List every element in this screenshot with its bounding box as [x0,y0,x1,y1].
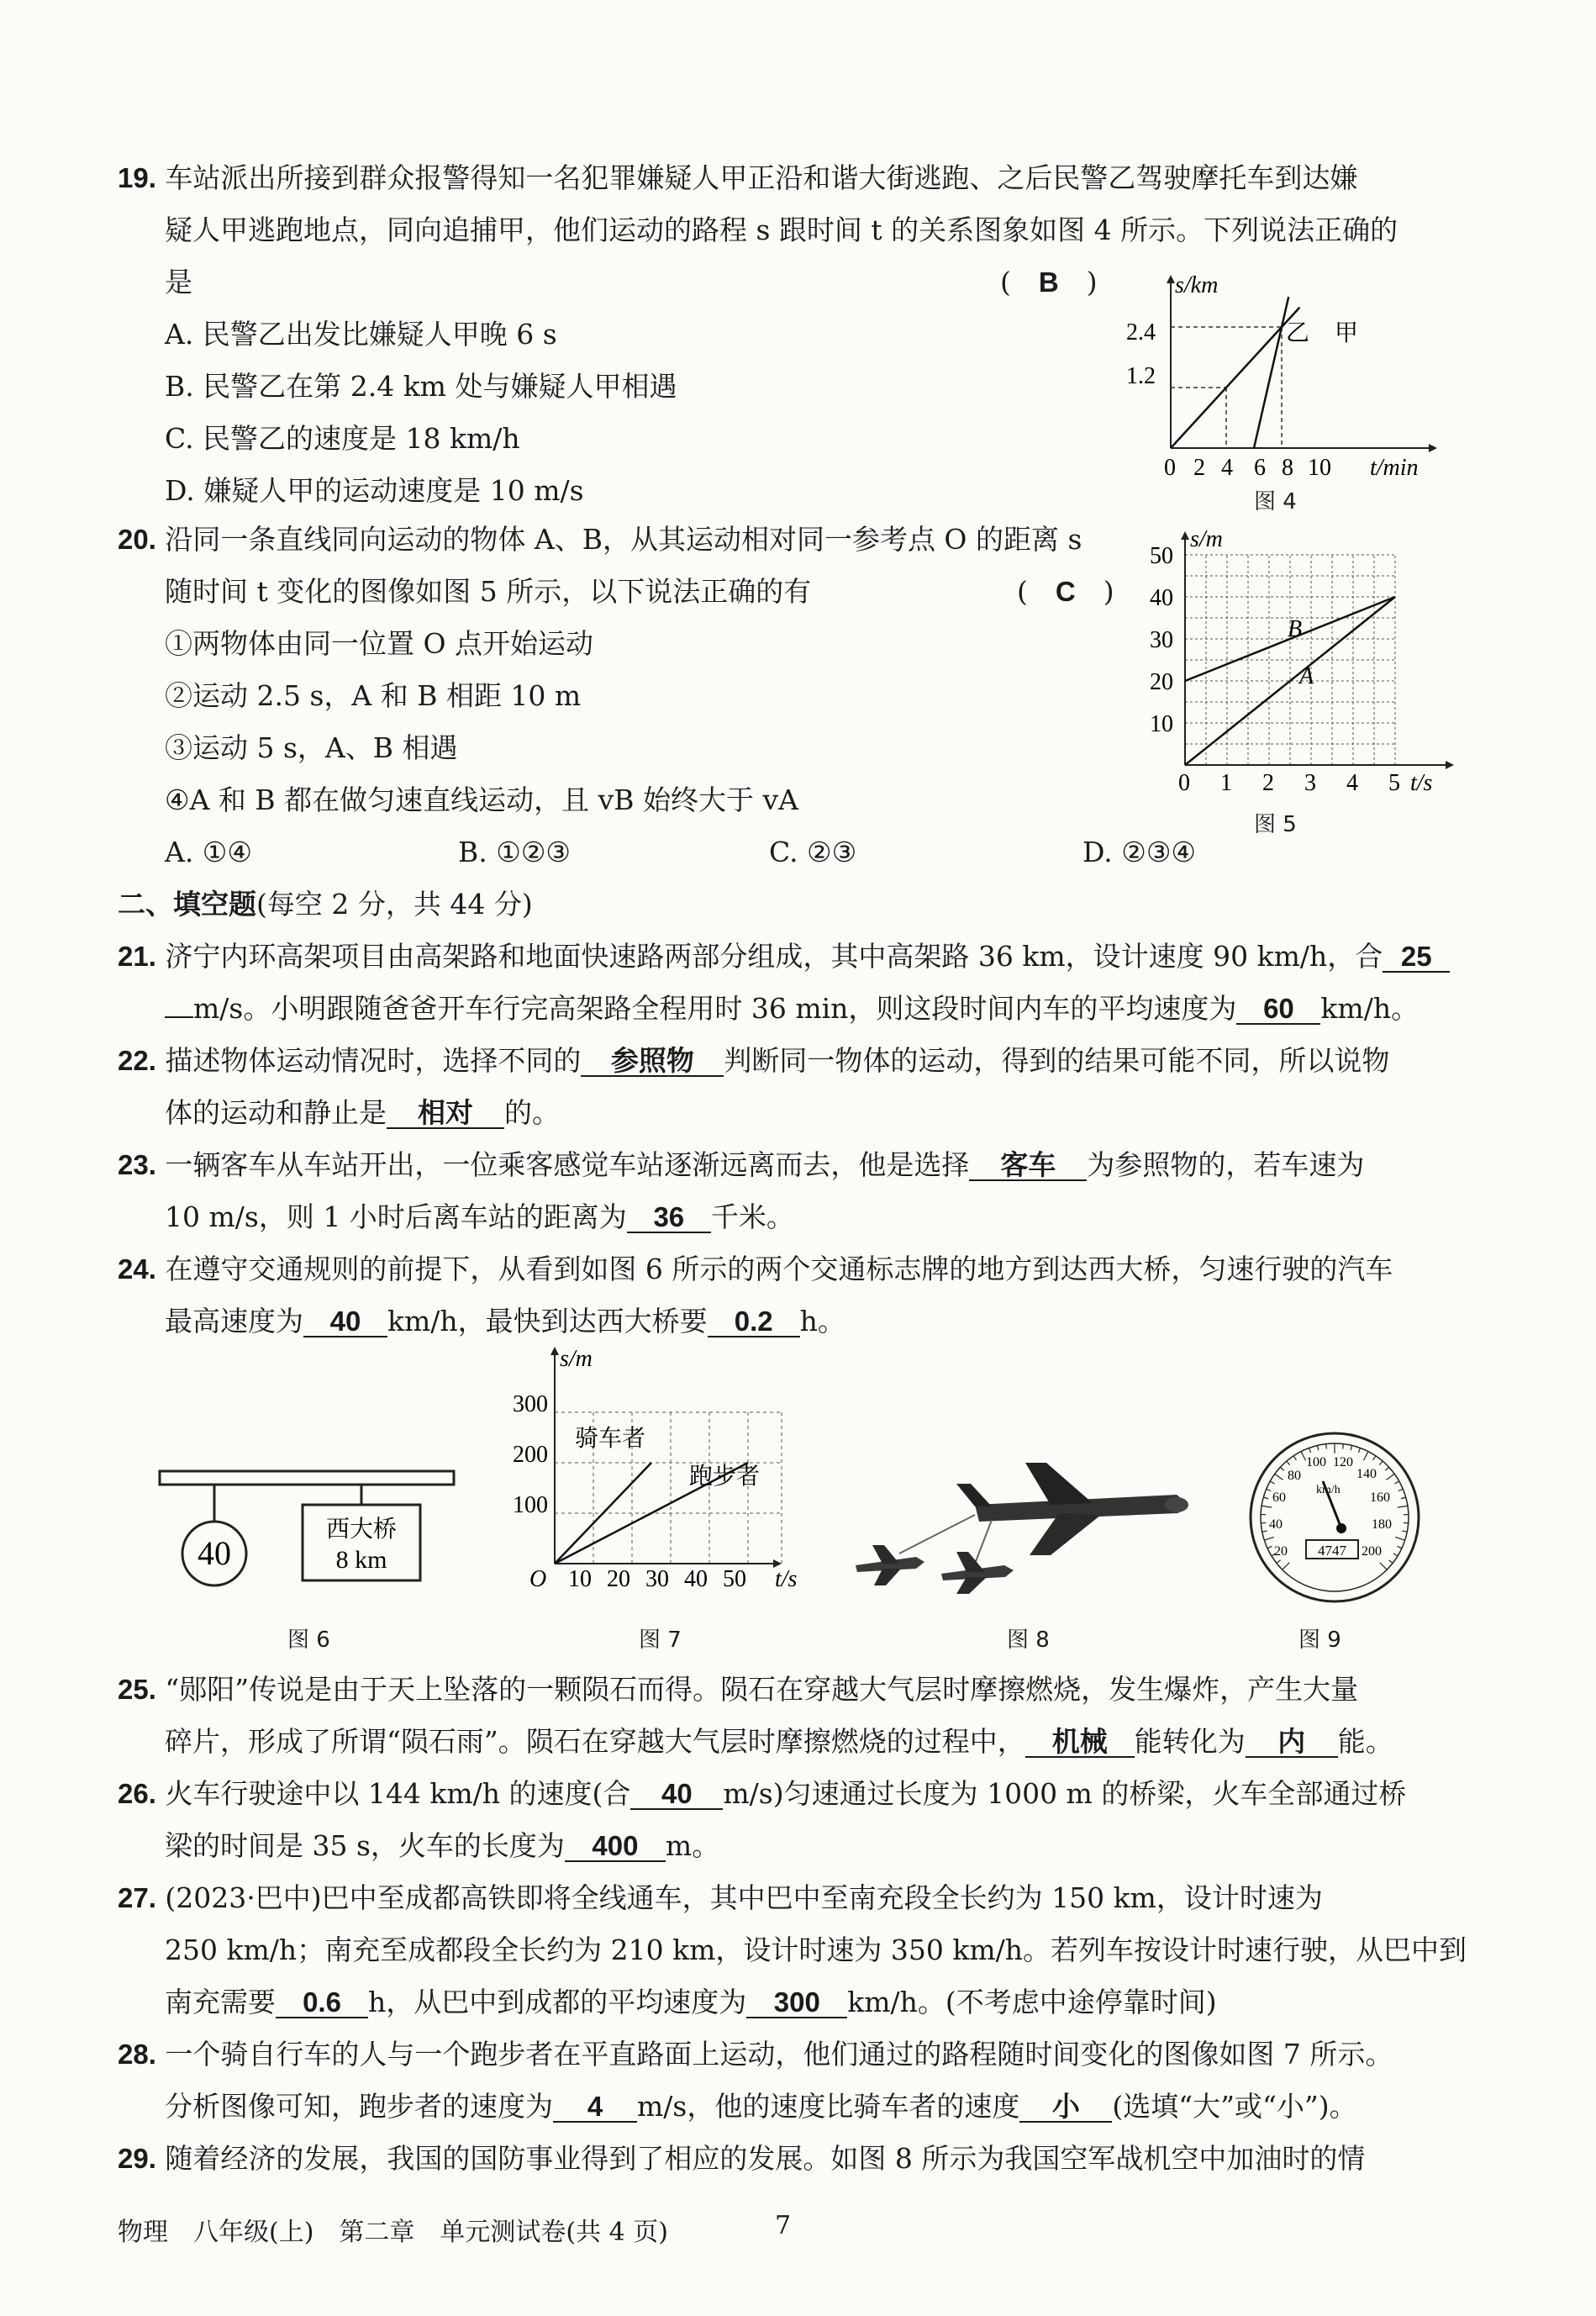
fig7-xtick-20: 20 [607,1566,630,1592]
fig4-xtick-6: 6 [1254,455,1266,481]
fig5-label-b: B [1288,616,1303,642]
figure-6-signs [151,1454,471,1606]
fig6-sign-bar [160,1471,454,1485]
q19-option-d: D. 嫌疑人甲的运动速度是 10 m/s [165,474,584,507]
q21-line1: 21. 济宁内环高架项目由高架路和地面快速路两部分组成，其中高架路 36 km，设计速度 90 km/h，合 25 [118,940,1450,973]
fig9-tick [1326,1444,1327,1449]
q20-line1: 20. 沿同一条直线同向运动的物体 A、B，从其运动相对同一参考点 O 的距离 s [118,523,1082,556]
fig7-ytick-200: 200 [513,1442,548,1468]
fig9-tick-180: 180 [1372,1517,1392,1532]
q21-blank-2: 60 [1236,994,1320,1025]
fig6-sign-line2: 8 km [335,1546,387,1574]
q24-blank-2: 0.2 [708,1307,800,1337]
fig8-refuel-hose-left [899,1515,975,1554]
fig4-xtick-4: 4 [1221,455,1233,481]
q20-item-2: ②运动 2.5 s，A 和 B 相距 10 m [165,679,582,712]
fig5-ytick-40: 40 [1150,585,1173,611]
fig9-tick-80: 80 [1288,1469,1301,1483]
q23-line1: 23. 一辆客车从车站开出，一位乘客感觉车站逐渐远离而去，他是选择 客车 为参照物的，若车速为 [118,1148,1365,1181]
fig7-xtick-50: 50 [723,1566,746,1592]
figure-9-speedometer [1235,1429,1437,1606]
fig5-ytick-10: 10 [1150,711,1173,737]
tanker-plane-icon [956,1463,1188,1555]
fig5-caption: 图 5 [1254,812,1297,837]
fig9-odometer: 4747 [1318,1543,1346,1559]
fig4-x-arrow [1429,444,1437,452]
q20-line2: 随时间 t 变化的图像如图 5 所示，以下说法正确的有 [165,575,812,608]
fig9-tick [1343,1444,1344,1449]
q28-line2: 分析图像可知，跑步者的速度为 4 m/s，他的速度比骑车者的速度 小 (选填“大”或“小”)。 [165,2090,1357,2123]
figure-4-chart [1118,265,1454,517]
q20-choice-a: A. ①④ [165,836,252,868]
q24-blank-1: 40 [303,1307,387,1337]
q22-line2: 体的运动和静止是 相对 的。 [165,1096,560,1129]
q27-line1: 27. (2023·巴中)巴中至成都高铁即将全线通车，其中巴中至南充段全长约为 150 km，设计时速为 [118,1881,1323,1914]
fig5-xtick-4: 4 [1346,770,1358,796]
fig7-ytick-300: 300 [513,1391,548,1417]
fig9-needle-hub [1336,1523,1346,1533]
fig9-unit: km/h [1316,1484,1341,1496]
fig8-refuel-hose-right [975,1520,992,1564]
fig5-ytick-50: 50 [1150,543,1173,569]
q20-item-4: ④A 和 B 都在做匀速直线运动，且 vB 始终大于 vA [165,783,798,816]
fig4-label-jia: 甲 [1335,320,1359,346]
q23-blank-1: 客车 [969,1151,1087,1181]
q29-line1: 29. 随着经济的发展，我国的国防事业得到了相应的发展。如图 8 所示为我国空军战机空中加油时的情 [118,2142,1366,2175]
fig5-ytick-30: 30 [1150,627,1173,653]
q25-line2: 碎片，形成了所谓“陨石雨”。陨石在穿越大气层时摩擦燃烧的过程中， 机械 能转化为 内 能。 [165,1725,1393,1758]
fig5-xlabel: t/s [1410,770,1433,796]
section-2-heading: 二、填空题(每空 2 分，共 44 分) [118,888,533,921]
q28-blank-1: 4 [553,2092,637,2123]
fighter-jet-left-icon [856,1545,924,1585]
fig9-tick-120: 120 [1333,1455,1353,1469]
fig7-xtick-30: 30 [645,1566,669,1592]
fig9-tick-20: 20 [1274,1544,1288,1559]
q26-blank-2: 400 [565,1832,666,1862]
q21-blank-1: 25 [1383,942,1450,973]
q25-blank-2: 内 [1246,1728,1338,1758]
q27-blank-2: 300 [746,1988,847,2018]
footer-info: 物理 八年级(上) 第二章 单元测试卷(共 4 页) [118,2218,668,2247]
q20-choice-c: C. ②③ [769,836,857,868]
q20-answer: ( C ) [1017,575,1114,608]
fig9-tick-200: 200 [1362,1544,1382,1559]
fig7-xlabel: t/s [775,1566,798,1592]
fig6-caption: 图 6 [287,1628,330,1653]
q23-line2: 10 m/s，则 1 小时后离车站的距离为 36 千米。 [165,1200,794,1233]
fig4-y-arrow [1167,275,1175,283]
q22-blank-1: 参照物 [581,1047,724,1077]
q19-option-a: A. 民警乙出发比嫌疑人甲晚 6 s [165,318,557,351]
fig9-tick-100: 100 [1306,1455,1326,1469]
fig7-ylabel: s/m [560,1346,593,1372]
fig9-caption: 图 9 [1298,1628,1341,1653]
fig7-ytick-100: 100 [513,1492,548,1518]
q19-answer: ( B ) [1000,266,1098,298]
fig4-caption: 图 4 [1254,489,1297,514]
fig4-line-yi [1254,297,1288,448]
fig8-caption: 图 8 [1007,1628,1050,1653]
q20-item-3: ③运动 5 s，A、B 相遇 [165,731,458,764]
fig5-xtick-5: 5 [1388,770,1400,796]
fig4-ylabel: s/km [1175,272,1219,298]
page-number: 7 [775,2211,792,2240]
fig4-xtick-0: 0 [1164,455,1176,481]
fig7-label-runner: 跑步者 [689,1464,761,1490]
q19-line2: 疑人甲逃跑地点，同向追捕甲，他们运动的路程 s 跟时间 t 的关系图象如图 4 所示。下列说法正确的 [165,214,1398,246]
q24-line1: 24. 在遵守交通规则的前提下，从看到如图 6 所示的两个交通标志牌的地方到达西大桥，匀速行驶的汽车 [118,1253,1393,1285]
q23-blank-2: 36 [627,1203,711,1233]
q22-line1: 22. 描述物体运动情况时，选择不同的 参照物 判断同一物体的运动，得到的结果可能不同，所以说物 [118,1044,1390,1077]
q27-line2: 250 km/h；南充至成都段全长约为 210 km，设计时速为 350 km/h。若列车按设计时速行驶，从巴中到 [165,1934,1467,1966]
fig7-xtick-40: 40 [684,1566,708,1592]
q20-choice-d: D. ②③④ [1082,836,1197,868]
q28-blank-2: 小 [1019,2092,1112,2123]
q19-option-b: B. 民警乙在第 2.4 km 处与嫌疑人甲相遇 [165,370,677,403]
fig9-tick-40: 40 [1269,1517,1283,1532]
fig5-xtick-3: 3 [1304,770,1316,796]
fig7-caption: 图 7 [639,1628,682,1653]
q26-line2: 梁的时间是 35 s，火车的长度为 400 m。 [165,1829,720,1862]
q19-line1: 19. 车站派出所接到群众报警得知一名犯罪嫌疑人甲正沿和谐大街逃跑、之后民警乙驾驶摩托车到达嫌 [118,161,1358,194]
fig5-xtick-2: 2 [1262,770,1274,796]
fig4-plot [1171,297,1299,448]
q25-line1: 25. “郧阳”传说是由于天上坠落的一颗陨石而得。陨石在穿越大气层时摩擦燃烧，发生爆炸，产生大量 [118,1673,1359,1706]
fig5-xtick-1: 1 [1220,770,1232,796]
fig7-label-cyclist: 骑车者 [575,1426,646,1452]
q27-blank-1: 0.6 [276,1988,368,2018]
fig5-x-arrow [1446,761,1454,769]
q22-blank-2: 相对 [387,1099,504,1129]
q24-line2: 最高速度为 40 km/h，最快到达西大桥要 0.2 h。 [165,1305,845,1337]
q26-line1: 26. 火车行驶途中以 144 km/h 的速度(合 40 m/s)匀速通过长度为 1000 m 的桥梁，火车全部通过桥 [118,1777,1407,1810]
fig6-sign-line1: 西大桥 [325,1517,398,1543]
fig4-ytick-2.4: 2.4 [1126,319,1156,346]
q21-line2: m/s。小明跟随爸爸开车行完高架路全程用时 36 min，则这段时间内车的平均速度为 60 km/h。 [165,992,1419,1026]
fig4-xtick-2: 2 [1193,455,1205,481]
q25-blank-1: 机械 [1025,1728,1135,1758]
fig7-xtick-10: 10 [568,1566,592,1592]
fig5-y-arrow [1181,531,1189,540]
fig4-label-yi: 乙 [1286,320,1310,346]
fig5-ylabel: s/m [1190,526,1223,552]
fig9-tick-60: 60 [1272,1490,1286,1505]
fig4-xtick-10: 10 [1308,455,1331,481]
figure-8-aircraft [849,1446,1202,1597]
q20-item-1: ①两物体由同一位置 O 点开始运动 [165,627,594,660]
q26-blank-1: 40 [630,1780,723,1810]
fig9-tick-140: 140 [1356,1467,1377,1481]
figure-7-chart [513,1341,824,1601]
q28-line1: 28. 一个骑自行车的人与一个跑步者在平直路面上运动，他们通过的路程随时间变化的图像如图 7 所示。 [118,2038,1393,2071]
q20-choice-b: B. ①②③ [458,836,571,868]
fig5-ytick-20: 20 [1150,669,1173,695]
fig5-label-a: A [1299,663,1314,689]
fig9-tick-160: 160 [1370,1490,1390,1505]
fig5-grid [1185,555,1395,765]
fig7-origin: O [529,1566,547,1592]
fig4-xtick-8: 8 [1282,455,1293,481]
fig4-ytick-1.2: 1.2 [1126,363,1156,389]
q27-line3: 南充需要 0.6 h，从巴中到成都的平均速度为 300 km/h。(不考虑中途停靠时间) [165,1986,1217,2018]
fig4-xlabel: t/min [1370,455,1419,481]
fig6-speed-value: 40 [198,1534,231,1572]
fig5-xtick-0: 0 [1178,770,1190,796]
fig7-y-arrow [550,1347,559,1355]
q19-option-c: C. 民警乙的速度是 18 km/h [165,422,520,455]
q19-line3: 是 [165,266,192,298]
figure-5-chart [1135,521,1462,807]
